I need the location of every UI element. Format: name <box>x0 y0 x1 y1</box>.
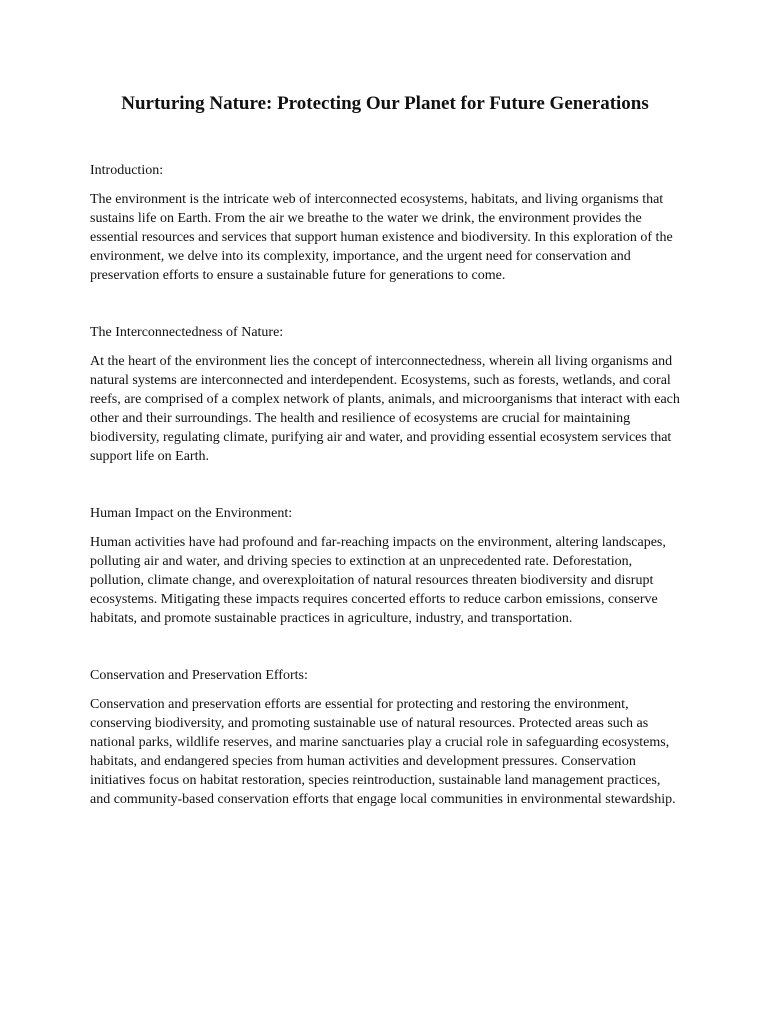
section-introduction <box>90 161 680 285</box>
section-heading: Conservation and Preservation Efforts: <box>90 668 308 683</box>
section-paragraph: At the heart of the environment lies the concept of interconnectedness, wherein all living organisms and natural systems are interconnected and interdependent. Ecosystems, such as forests, wetlands, and coral reefs, are comprised of a complex network of plants, animals, and microorganisms that interact with each other and their surroundings. The health and resilience of ecosystems are crucial for maintaining biodiversity, regulating climate, purifying air and water, and providing essential ecosystem services that support life on Earth. <box>90 354 680 464</box>
section-heading: Introduction: <box>90 163 164 178</box>
document-title: Nurturing Nature: Protecting Our Planet for Future Generations <box>121 93 649 114</box>
section-interconnectedness <box>90 323 680 466</box>
section-paragraph: The environment is the intricate web of interconnected ecosystems, habitats, and living organisms that sustains life on Earth. From the air we breathe to the water we drink, the environment provides the essential resources and services that support human existence and biodiversity. In this exploration of the environment, we delve into its complexity, importance, and the urgent need for conservation and preservation efforts to ensure a sustainable future for generations to come. <box>90 192 673 283</box>
section-paragraph: Human activities have had profound and far-reaching impacts on the environment, altering landscapes, polluting air and water, and driving species to extinction at an unprecedented rate. Deforestation, pollution, climate change, and overexploitation of natural resources threaten biodiversity and disrupt ecosystems. Mitigating these impacts requires concerted efforts to reduce carbon emissions, conserve habitats, and promote sustainable practices in agriculture, industry, and transportation. <box>90 535 666 626</box>
section-human-impact <box>90 504 680 628</box>
section-heading: Human Impact on the Environment: <box>90 506 293 521</box>
section-paragraph: Conservation and preservation efforts are essential for protecting and restoring the environment, conserving biodiversity, and promoting sustainable use of natural resources. Protected areas such as national parks, wildlife reserves, and marine sanctuaries play a crucial role in safeguarding ecosystems, habitats, and endangered species from human activities and development pressures. Conservation initiatives focus on habitat restoration, species reintroduction, sustainable land management practices, and community-based conservation efforts that engage local communities in environmental stewardship. <box>90 697 676 807</box>
section-heading: The Interconnectedness of Nature: <box>90 325 284 340</box>
section-conservation <box>90 666 680 809</box>
